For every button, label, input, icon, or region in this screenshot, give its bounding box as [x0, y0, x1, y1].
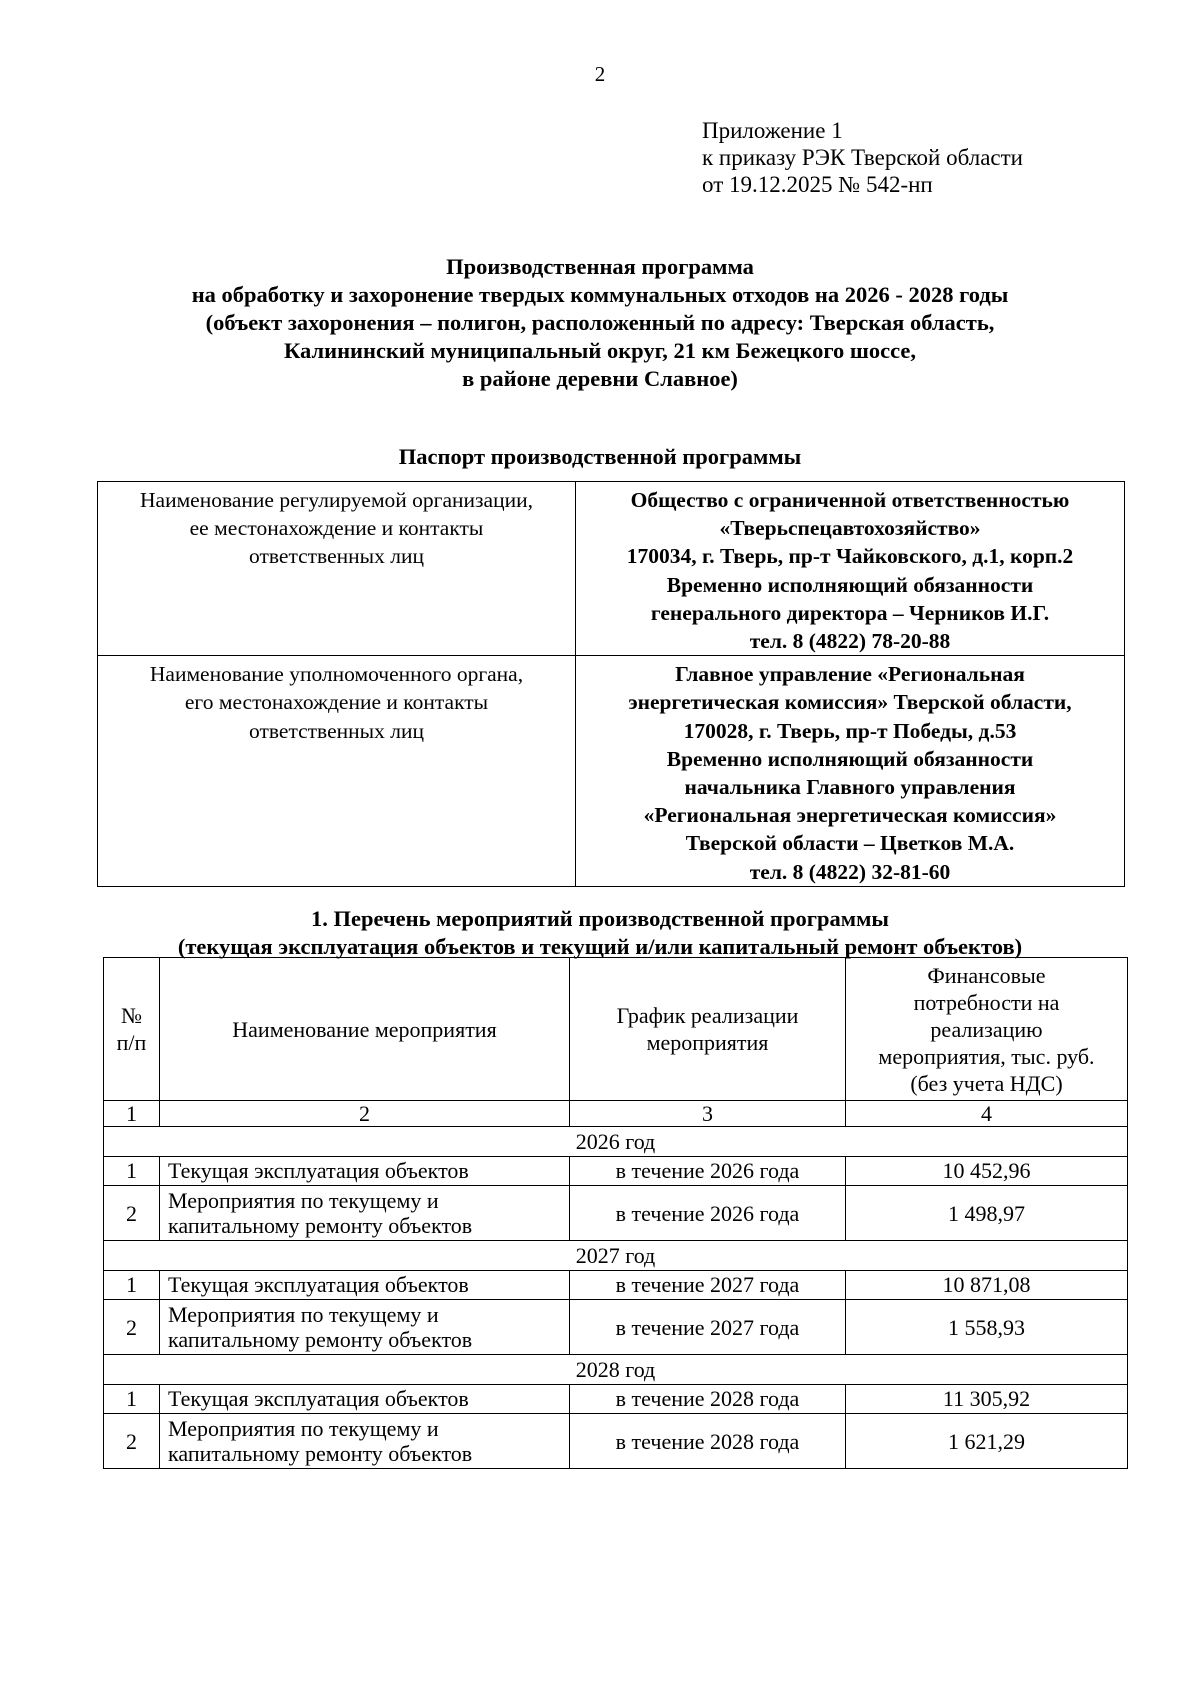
- passport-value-cell: [576, 482, 1125, 656]
- header-line: п/п: [116, 1030, 147, 1055]
- row-schedule: в течение 2026 года: [570, 1186, 846, 1241]
- document-title: [100, 253, 1100, 393]
- row-schedule: в течение 2028 года: [570, 1414, 846, 1469]
- passport-value-line: энергетическая комиссия» Тверской области,: [628, 690, 1072, 715]
- page-number: 2: [594, 62, 606, 86]
- table-row: [104, 1157, 1128, 1186]
- measures-table: [103, 957, 1128, 1469]
- passport-value-line: 170034, г. Тверь, пр-т Чайковского, д.1, корп.2: [626, 544, 1074, 569]
- row-name-line: Текущая эксплуатация объектов: [168, 1386, 469, 1411]
- passport-heading: Паспорт производственной программы: [398, 444, 802, 469]
- appendix-line: Приложение 1: [702, 118, 843, 143]
- row-name-line: капитальному ремонту объектов: [168, 1441, 473, 1466]
- appendix-line: к приказу РЭК Тверской области: [702, 145, 1023, 170]
- table-row: [104, 1414, 1128, 1469]
- passport-value-line: тел. 8 (4822) 78-20-88: [749, 629, 951, 654]
- passport-label-line: Наименование уполномоченного органа,: [149, 662, 524, 687]
- header-line: График реализации: [616, 1003, 799, 1028]
- row-name-line: капитальному ремонту объектов: [168, 1327, 473, 1352]
- passport-value-line: «Региональная энергетическая комиссия»: [643, 803, 1057, 828]
- row-schedule: в течение 2028 года: [570, 1385, 846, 1414]
- row-name-line: Мероприятия по текущему и: [168, 1188, 439, 1213]
- title-line: в районе деревни Славное): [462, 366, 738, 391]
- row-number: 1: [104, 1157, 160, 1186]
- header-cell-amount: [846, 958, 1128, 1101]
- passport-label-line: ее местонахождение и контакты: [189, 516, 484, 541]
- row-number: 2: [104, 1186, 160, 1241]
- column-number: 3: [570, 1101, 846, 1127]
- row-name: [160, 1271, 570, 1300]
- header-line: Наименование мероприятия: [232, 1016, 497, 1042]
- title-line: Калининский муниципальный округ, 21 км Бежецкого шоссе,: [284, 338, 916, 363]
- row-amount: 1 558,93: [846, 1300, 1128, 1355]
- passport-label-line: ответственных лиц: [249, 718, 424, 743]
- row-name-line: Мероприятия по текущему и: [168, 1416, 439, 1441]
- passport-label-line: его местонахождение и контакты: [184, 690, 489, 715]
- row-name: [160, 1157, 570, 1186]
- passport-value-line: тел. 8 (4822) 32-81-60: [749, 859, 951, 884]
- row-name: [160, 1414, 570, 1469]
- title-line: (объект захоронения – полигон, расположенный по адресу: Тверская область,: [205, 310, 995, 335]
- row-number: 2: [104, 1300, 160, 1355]
- section-heading-line: 1. Перечень мероприятий производственной программы: [311, 906, 889, 931]
- year-row-2027: [104, 1241, 1128, 1271]
- header-line: потребности на: [913, 989, 1060, 1015]
- row-name-line: Мероприятия по текущему и: [168, 1302, 439, 1327]
- header-cell-name: [160, 958, 570, 1101]
- section-heading: [100, 905, 1100, 961]
- row-amount: 1 498,97: [846, 1186, 1128, 1241]
- passport-table: [97, 481, 1125, 887]
- column-number: 1: [104, 1101, 160, 1127]
- header-line: (без учета НДС): [910, 1070, 1063, 1096]
- row-amount: 1 621,29: [846, 1414, 1128, 1469]
- column-number: 2: [160, 1101, 570, 1127]
- row-schedule: в течение 2027 года: [570, 1300, 846, 1355]
- title-line: Производственная программа: [446, 254, 754, 279]
- row-number: 1: [104, 1385, 160, 1414]
- header-line: мероприятия, тыс. руб.: [878, 1043, 1095, 1069]
- header-line: мероприятия: [646, 1030, 769, 1055]
- passport-value-line: Тверской области – Цветков М.А.: [685, 831, 1015, 856]
- row-name: [160, 1385, 570, 1414]
- row-number: 1: [104, 1271, 160, 1300]
- passport-value-line: Главное управление «Региональная: [675, 662, 1025, 687]
- passport-value-cell: [576, 656, 1125, 887]
- passport-value-line: 170028, г. Тверь, пр-т Победы, д.53: [683, 718, 1017, 743]
- row-schedule: в течение 2026 года: [570, 1157, 846, 1186]
- header-cell-number: [104, 958, 160, 1101]
- row-name-line: Текущая эксплуатация объектов: [168, 1272, 469, 1297]
- passport-value-line: начальника Главного управления: [684, 775, 1016, 800]
- passport-row-organization: [98, 482, 1125, 656]
- section-heading-line: (текущая эксплуатация объектов и текущий и/или капитальный ремонт объектов): [177, 934, 1023, 959]
- passport-value-line: Временно исполняющий обязанности: [666, 746, 1034, 771]
- measures-header-row: [104, 958, 1128, 1101]
- passport-value-line: Общество с ограниченной ответственностью: [630, 488, 1070, 512]
- passport-label-line: ответственных лиц: [249, 544, 424, 569]
- column-number: 4: [846, 1101, 1128, 1127]
- row-name-line: Текущая эксплуатация объектов: [168, 1158, 469, 1183]
- row-amount: 11 305,92: [846, 1385, 1128, 1414]
- header-cell-schedule: [570, 958, 846, 1101]
- row-name: [160, 1186, 570, 1241]
- year-label: 2027 год: [104, 1241, 1128, 1271]
- passport-row-authority: [98, 656, 1125, 887]
- header-line: Финансовые: [927, 962, 1046, 988]
- passport-label-cell: [98, 656, 576, 887]
- title-line: на обработку и захоронение твердых коммунальных отходов на 2026 - 2028 годы: [191, 282, 1009, 307]
- year-row-2028: [104, 1355, 1128, 1385]
- row-amount: 10 871,08: [846, 1271, 1128, 1300]
- row-name: [160, 1300, 570, 1355]
- header-line: №: [121, 1003, 142, 1028]
- passport-value-line: «Тверьспецавтохозяйство»: [719, 516, 981, 541]
- row-schedule: в течение 2027 года: [570, 1271, 846, 1300]
- passport-label-line: Наименование регулируемой организации,: [140, 488, 533, 512]
- row-amount: 10 452,96: [846, 1157, 1128, 1186]
- year-label: 2028 год: [104, 1355, 1128, 1385]
- table-row: [104, 1271, 1128, 1300]
- appendix-line: от 19.12.2025 № 542-нп: [702, 172, 933, 197]
- passport-value-line: генерального директора – Черников И.Г.: [650, 600, 1050, 625]
- row-number: 2: [104, 1414, 160, 1469]
- year-label: 2026 год: [104, 1127, 1128, 1157]
- table-row: [104, 1186, 1128, 1241]
- appendix-block: [702, 117, 1023, 198]
- table-row: [104, 1300, 1128, 1355]
- header-line: реализацию: [930, 1016, 1043, 1042]
- column-numbers-row: [104, 1101, 1128, 1127]
- passport-label-cell: [98, 482, 576, 656]
- row-name-line: капитальному ремонту объектов: [168, 1213, 473, 1238]
- passport-value-line: Временно исполняющий обязанности: [666, 572, 1034, 597]
- table-row: [104, 1385, 1128, 1414]
- year-row-2026: [104, 1127, 1128, 1157]
